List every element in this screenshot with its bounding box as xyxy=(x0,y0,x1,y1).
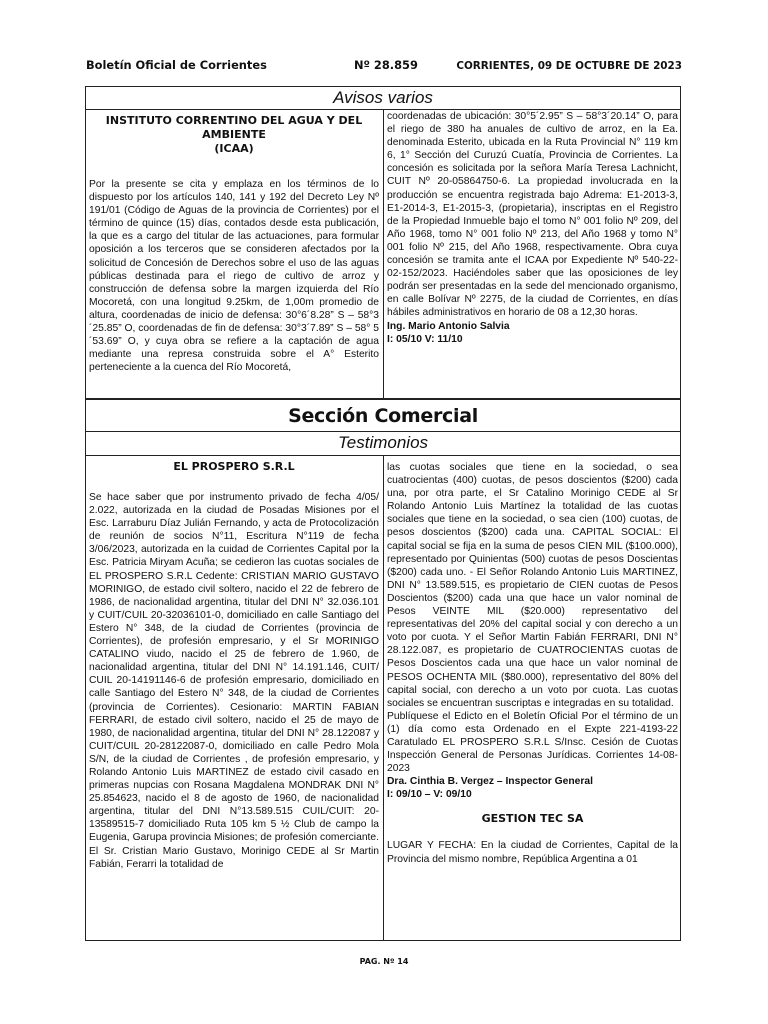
avisos-pub-dates: I: 05/10 V: 11/10 xyxy=(387,333,463,345)
issue-number: Nº 28.859 xyxy=(354,58,418,72)
avisos-left-text: Por la presente se cita y emplaza en los términos de lo dispuesto por los artículos 140, 141 y 192 del Decreto Ley Nº 191/01 (Código de Aguas de la provincia de Corrientes) por el término de quince (15) días, contados desde esta publicación, la que es a cargo del titular de las actuaciones, para formular oposición a los terceros que se consideren afectados por la solicitud de Concesión de Derechos sobre el uso de las aguas públicas destinada para el riego de cultivo de arroz y construcción de defensa sobre la margen izquierda del Río Mocoretá, con una longitud 9.25km, de 1,00m promedio de altura, coordenadas de inicio de defensa: 30°6´8.28” S – 58°3´25.85” O, coordenadas de fin de defensa: 30°3´7.89” S – 58° 5´53.69” O, y cuya obra se refiere a la captación de agua mediante una represa construida sobre el A° Esterito perteneciente a la cuenca del Río Mocoretá, xyxy=(89,179,379,374)
comercial-left-column xyxy=(86,460,381,871)
avisos-right-column xyxy=(385,110,680,346)
column-divider xyxy=(383,455,384,940)
avisos-right-text: coordenadas de ubicación: 30°5´2.95” S – 58°3´20.14” O, para el riego de 380 ha anuales de cultivo de arroz, en la Ea. denominada Esterito, ubicada en la Ruta Provincial N° 119 km 6, 1° Sección del Curuzú Cuatía, Provincia de Corrientes. La concesión es solicitada por la señora María Teresa Lachnicht, CUIT Nº 20-05864750-6. La propiedad involucrada en la producción se encuentra registrada bajo Adrema: E1-2013-3, E1-2014-3, E1-2015-3, (propietaria), inscriptas en el Registro de la Propiedad Inmueble bajo el tomo N° 001 folio Nº 209, del Año 1968, tomo N° 001 folio Nº 213, del Año 1968 y tomo N° 001 folio Nº 215, del Año 1968, respectivamente. Obra cuya concesión se tramita ante el ICAA por Expediente Nº 540-22-02-152/2023. Haciéndoles saber que las oposiciones de ley podrán ser presentadas en la sede del mencionado organismo, en calle Bolívar Nº 2275, de la ciudad de Corrientes, en días hábiles administrativos en horario de 08 a 12,30 horas. xyxy=(387,111,678,319)
publication-name: Boletín Oficial de Corrientes xyxy=(86,58,267,72)
divider xyxy=(86,431,680,432)
avisos-section-title: Avisos varios xyxy=(333,88,433,107)
column-divider xyxy=(383,109,384,398)
page-header xyxy=(86,58,682,78)
company-title: EL PROSPERO S.R.L xyxy=(173,460,295,473)
divider xyxy=(86,398,680,400)
comercial-right-text: las cuotas sociales que tiene en la sociedad, o sea cuatrocientas (400) cuotas, de pesos doscientos ($200) cada una, por otra parte, el Sr Catalino Morinigo CEDE al Sr Rolando Antonio Luis Martínez la totalidad de las cuotas sociales que tiene en la sociedad, o sea cien (100) cuotas, de pesos doscientos ($200) cada una. CAPITAL SOCIAL: El capital social se fija en la suma de pesos CIEN MIL ($100.000), representado por Quinientas (500) cuotas de pesos Doscientas ($200) cada uno. - El Señor Rolando Antonio Luis MARTINEZ, DNI N° 13.589.515, es propietario de CIEN cuotas de Pesos Doscientos ($200) cada una que hace un valor nominal de Pesos VEINTE MIL ($20.000) representativo del representativas del 20% del capital social y con derecho a un voto por cuota. Y el Señor Martin Fabián FERRARI, DNI N° 28.122.087, es propietario de CUATROCIENTAS cuotas de Pesos Doscientos cada una que hace un valor nominal de PESOS OCHENTA MIL ($80.000), representativo del 80% del capital social, con derecho a un voto por cuota. Las cuotas sociales se encuentran suscriptas e integradas en su totalidad. xyxy=(387,462,678,709)
entity-title: INSTITUTO CORRENTINO DEL AGUA Y DEL AMBIENTE xyxy=(105,114,363,141)
comercial-left-text: Se hace saber que por instrumento privado de fecha 4/05/ 2.022, autorizada en la ciudad de Posadas Misiones por el Esc. Larraburu Díaz Julián Fernando, y acta de Protocolización de reunión de socios N°11, Escritura N°119 de fecha 3/06/2023, autorizada en la cuidad de Corrientes Capital por la Esc. Patricia Miryam Acuña; se cedieron las cuotas sociales de EL PROSPERO S.R.L Cedente: CRISTIAN MARIO GUSTAVO MORINIGO, de estado civil soltero, nacido el 22 de febrero de 1986, de nacionalidad argentina, titular del DNI N° 32.036.101 y CUIT/CUIL 20-32036101-0, domiciliado en calle Santiago del Estero N° 348, de la ciudad de Corrientes (provincia de Corrientes), de profesión empresario, y el Sr MORINIGO CATALINO viudo, nacido el 25 de febrero de 1.960, de nacionalidad argentina, titular del DNI N° 14.191.146, CUIT/ CUIL 20-14191146-6 de profesión empresario, domiciliado en calle Santiago del Estero N° 348, de la ciudad de Corrientes (provincia de Corrientes). Cesionario: MARTIN FABIAN FERRARI, de estado civil soltero, nacido el 25 de mayo de 1980, de nacionalidad argentina, titular del DNI N° 28.122087 y CUIT/CUIL 20-28122087-0, domiciliado en calle Pedro Mola S/N, de la ciudad de Corrientes , de profesión empresario, y Rolando Antonio Luis MARTINEZ de estado civil casado en primeras nupcias con Rosana Magdalena MONDRAK DNI N° 25.854623, nacido el 8 de agosto de 1960, de nacionalidad argentina, titular del DNI N°13.589.515 CUIL/CUIT: 20-13589515-7 domiciliado Ruta 105 km 5 ½ Club de campo la Eugenia, Garupa provincia Misiones; de profesión comerciante. El Sr. Cristian Mario Gustavo, Morinigo CEDE al Sr Martin Fabián, Ferarri la totalidad de xyxy=(89,492,379,870)
comercial-right-column xyxy=(385,461,680,866)
company2-text: LUGAR Y FECHA: En la ciudad de Corrientes, Capital de la Provincia del mismo nombre, República Argentina a 01 xyxy=(387,840,678,865)
company2-title: GESTION TEC SA xyxy=(481,812,584,826)
issue-date: CORRIENTES, 09 DE OCTUBRE DE 2023 xyxy=(456,60,682,72)
content-frame xyxy=(85,86,681,941)
avisos-signature: Ing. Mario Antonio Salvia xyxy=(387,320,510,332)
page-number: PAG. Nº 14 xyxy=(359,957,409,966)
comercial-signature: Dra. Cinthia B. Vergez – Inspector General xyxy=(387,776,594,788)
entity-title-acronym: (ICAA) xyxy=(214,142,254,155)
comercial-pub-dates: I: 09/10 – V: 09/10 xyxy=(387,789,472,801)
comercial-section-title: Sección Comercial xyxy=(288,405,478,427)
avisos-left-column xyxy=(86,114,381,374)
testimonios-title: Testimonios xyxy=(337,433,429,452)
comercial-publish-text: Publíquese el Edicto en el Boletín Oficial Por el término de un (1) día como esta Ordenado en el Expte 221-4193-22 Caratulado EL PROSPERO S.R.L S/Insc. Cesión de Cuotas Inspección General de Personas Jurídicas. Corrientes 14-08-2023 xyxy=(387,710,678,775)
